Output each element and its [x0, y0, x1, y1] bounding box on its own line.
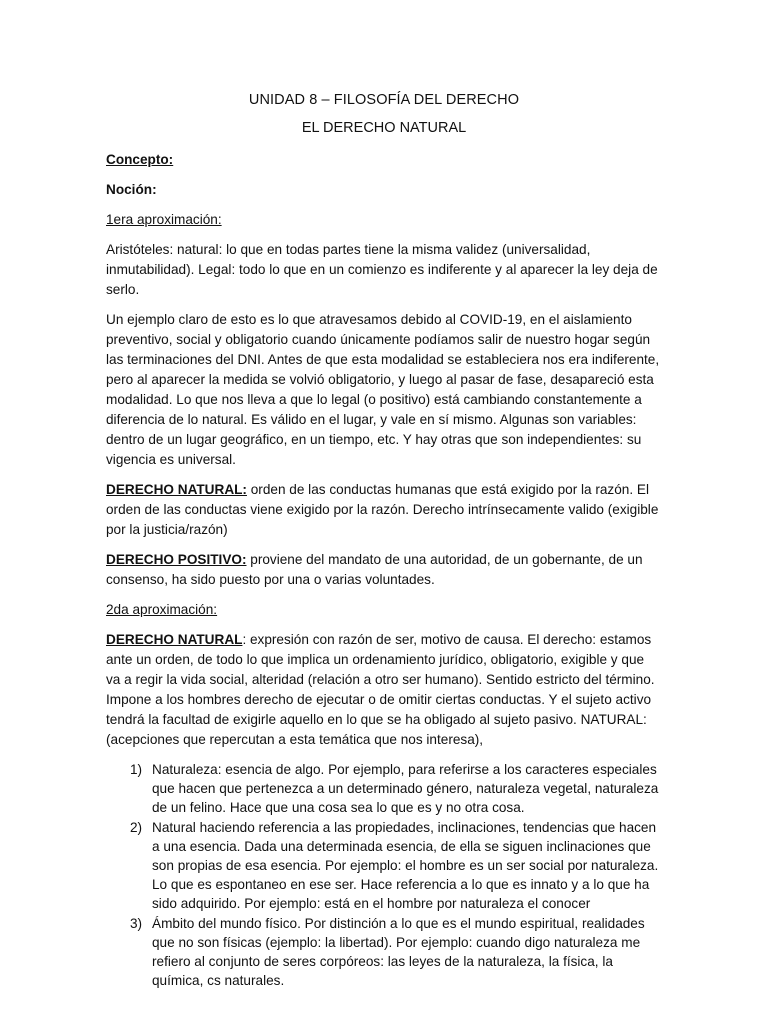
document-subtitle: EL DERECHO NATURAL — [301, 120, 467, 136]
derecho-natural-2-term: DERECHO NATURAL — [106, 632, 243, 647]
derecho-natural-text: orden de las conductas humanas que está exigido por la razón. El orden de las conductas viene exigido por la razón. Derecho intrínsecamente valido (exigible por la justicia/razón) — [106, 482, 659, 537]
aprox1-label: 1era aproximación: — [106, 212, 222, 227]
paragraph-derecho-positivo — [106, 550, 662, 590]
nocion-label: Noción: — [106, 182, 157, 197]
heading-aprox2 — [106, 600, 662, 620]
concepto-label: Concepto: — [106, 152, 174, 167]
list-item-number: 1) — [130, 762, 143, 777]
list-item-text: Natural haciendo referencia a las propiedades, inclinaciones, tendencias que hacen a una esencia. Dada una determinada esencia, de ella se siguen inclinaciones que son propias de esa esencia. Por ejemplo: el hombre es un ser social por naturaleza. Lo que es espontaneo en ese ser. Hace referencia a lo que es innato y a lo que ha sido adquirido. Por ejemplo: está en el hombre por naturaleza el conocer — [152, 819, 659, 912]
list-item — [106, 760, 662, 818]
aprox2-label: 2da aproximación: — [106, 602, 218, 617]
heading-nocion — [106, 180, 662, 200]
list-item-number: 2) — [130, 819, 143, 835]
paragraph-aristoteles: Aristóteles: natural: lo que en todas partes tiene la misma validez (universalidad, inmutabilidad). Legal: todo lo que en un comienzo es indiferente y al aparecer la ley deja de serlo. — [106, 242, 658, 297]
document-title: UNIDAD 8 – FILOSOFÍA DEL DERECHO — [248, 92, 520, 108]
derecho-natural-term: DERECHO NATURAL: — [106, 482, 247, 497]
derecho-positivo-term: DERECHO POSITIVO: — [106, 552, 247, 567]
heading-aprox1 — [106, 210, 662, 230]
acepciones-list — [106, 760, 662, 990]
list-item-text: Ámbito del mundo físico. Por distinción a lo que es el mundo espiritual, realidades que no son físicas (ejemplo: la libertad). Por ejemplo: cuando digo naturaleza me refiero al conjunto de seres corpóreos: las leyes de la naturaleza, la física, la química, cs naturales. — [152, 915, 645, 989]
list-item-text: Naturaleza: esencia de algo. Por ejemplo, para referirse a los caracteres especiales que hacen que pertenezca a un determinado género, naturaleza vegetal, naturaleza de un felino. Hace que una cosa sea lo que es y no otra cosa. — [152, 762, 659, 816]
heading-concepto — [106, 150, 662, 170]
list-item-number: 3) — [130, 915, 143, 931]
derecho-positivo-text: proviene del mandato de una autoridad, de un gobernante, de un consenso, ha sido puesto por una o varias voluntades. — [106, 552, 643, 587]
derecho-natural-2-text: : expresión con razón de ser, motivo de causa. El derecho: estamos ante un orden, de todo lo que implica un ordenamiento jurídico, obligatorio, exigible y que va a regir la vida social, alteridad (relación a otro ser humano). Sentido estricto del término. Impone a los hombres derecho de ejecutar o de omitir ciertas conductas. Y el sujeto activo tendrá la facultad de exigirle aquello en lo que se ha obligado al sujeto pasivo. NATURAL: (acepciones que repercutan a esta temática que nos interesa), — [106, 632, 655, 747]
paragraph-derecho-natural-2 — [106, 630, 662, 750]
paragraph-derecho-natural-1 — [106, 480, 662, 540]
list-item — [106, 914, 662, 991]
list-item — [106, 818, 662, 914]
paragraph-ejemplo: Un ejemplo claro de esto es lo que atravesamos debido al COVID-19, en el aislamiento preventivo, social y obligatorio cuando únicamente podíamos salir de nuestro hogar según las terminaciones del DNI. Antes de que esta modalidad se estableciera nos era indiferente, pero al aparecer la medida se volvió obligatorio, y luego al pasar de fase, desapareció esta modalidad. Lo que nos lleva a que lo legal (o positivo) está cambiando constantemente a diferencia de lo natural. Es válido en el lugar, y vale en sí mismo. Algunas son variables: dentro de un lugar geográfico, en un tiempo, etc. Y hay otras que son independientes: su vigencia es universal. — [106, 312, 660, 467]
